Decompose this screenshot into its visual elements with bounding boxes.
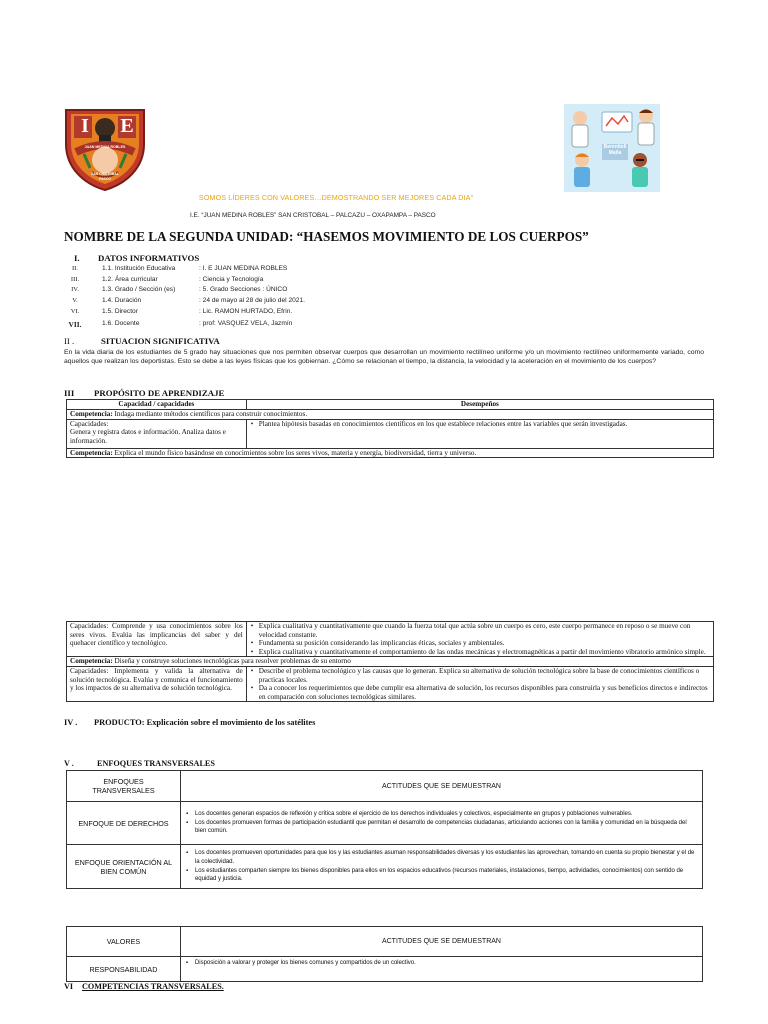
section-number: II . <box>64 336 75 346</box>
column-header: Capacidad / capacidades <box>67 400 247 410</box>
section-datos-heading <box>74 253 199 263</box>
row-value: : 5. Grado Secciones : ÚNICO <box>199 286 288 293</box>
section-number: I. <box>74 253 80 263</box>
competencia-label: Competencia: <box>70 448 113 457</box>
desempeno-item: • Explica cualitativa y cuantitativamente que cuando la fuerza total que actúa sobre un cuerpo es cero, este cuerpo permanece en reposo o se mueve con velocidad constante. <box>250 622 710 639</box>
section-number: V . <box>64 759 74 768</box>
competencia-label: Competencia: <box>70 410 113 418</box>
competencia-row <box>67 410 714 420</box>
row-number: IV. <box>71 286 79 293</box>
table-row <box>67 845 703 889</box>
row-label: 1.1. Institución Educativa <box>102 265 176 272</box>
unit-title: NOMBRE DE LA SEGUNDA UNIDAD: “HASEMOS MOVIMIENTO DE LOS CUERPOS” <box>64 229 589 244</box>
proposito-table-continued <box>66 621 714 702</box>
column-header: Desempeños <box>246 400 713 410</box>
logo-letter-e: E <box>120 115 134 137</box>
school-address-line: I.E. “JUAN MEDINA ROBLES” SAN CRISTOBAL – PALCAZU – OXAPAMPA – PASCO <box>190 212 436 219</box>
competencia-text: Diseña y construye soluciones tecnológicas para resolver problemas de su entorno <box>114 657 351 666</box>
section-title: DATOS INFORMATIVOS <box>98 253 200 263</box>
producto-text: PRODUCTO: Explicación sobre el movimiento de los satélites <box>94 718 316 727</box>
valor-name: RESPONSABILIDAD <box>67 957 181 982</box>
row-value: : Lic. RAMON HURTADO, Efrin. <box>199 308 293 315</box>
column-header: ACTITUDES QUE SE DEMUESTRAN <box>180 927 702 957</box>
valores-table <box>66 926 703 982</box>
row-label: 1.5. Director <box>102 308 138 315</box>
competencia-row <box>67 657 714 667</box>
desempeno-item: • Plantea hipótesis basadas en conocimientos científicos en los que establece relaciones entre las variables que serán investigadas. <box>250 420 710 429</box>
section-situacion-heading <box>64 336 220 346</box>
actitud-item: ▪ Los estudiantes comparten siempre los bienes disponibles para ellos en los espacios educativos (recursos materiales, instalaciones, tiempo, actividades, conocimientos) con sentido de equidad y justicia. <box>185 867 698 884</box>
competencia-text: Explica el mundo físico basándose en conocimientos sobre los seres vivos, materia y energía, biodiversidad, tierra y universo. <box>114 448 477 457</box>
table-header-row <box>67 771 703 802</box>
desempeno-item: • Fundamenta su posición considerando las implicancias éticas, sociales y ambientales. <box>250 639 710 648</box>
desempeno-item: • Describe el problema tecnológico y las causas que lo generan. Explica su alternativa de solución tecnológica sobre la base de conocimientos científicos o practicas locales. <box>250 667 710 684</box>
actitud-item: ▪ Disposición a valorar y proteger los bienes comunes y compartidos de un colectivo. <box>185 959 698 968</box>
proposito-table <box>66 399 714 458</box>
capacidades-text: Genera y registra datos e información. Analiza datos e información. <box>70 428 226 445</box>
capacidades-text: Capacidades: Comprende y usa conocimientos sobre los seres vivos. Evalúa las implicancias del saber y del quehacer científico y tecnológico. <box>67 622 247 657</box>
column-header: ENFOQUES TRANSVERSALES <box>67 771 181 802</box>
row-number: VII. <box>68 320 82 329</box>
table-row <box>67 622 714 657</box>
logo-subtext-2: PASCO <box>99 177 111 181</box>
section-title: ENFOQUES TRANSVERSALES <box>97 759 215 768</box>
row-number: III. <box>70 276 80 283</box>
section-title: COMPETENCIAS TRANSVERSALES. <box>82 982 224 991</box>
table-row <box>67 419 714 448</box>
situacion-text: En la vida diaria de los estudiantes de 5 grado hay situaciones que nos permiten observar cuerpos que desarrollan un movimiento rectilíneo uniforme y/o un movimiento rectilíneo uniformemente variado, como aquellos que realizan los deportistas. Esto se debe a las leyes físicas que los gobiernan. ¿Cómo se relacionan el tiempo, la distancia, la velocidad y la aceleración en el movimiento de los cuerpos? <box>64 349 704 366</box>
row-number: V. <box>72 297 78 304</box>
row-value: : 24 de mayo al 28 de julio del 2021. <box>199 297 305 304</box>
actitud-item: ▪ Los docentes promueven formas de participación estudiantil que permitan el desarrollo de competencias ciudadanas, articulando acciones con la familia y comunidad en la búsqueda del bien común. <box>185 819 698 836</box>
section-proposito-heading <box>64 388 224 398</box>
logo-text: JUAN MEDINA ROBLES <box>84 145 126 149</box>
row-number: II. <box>71 265 79 272</box>
section-number: VI <box>64 982 74 991</box>
competencia-text: Indaga mediante métodos científicos para construir conocimientos. <box>114 410 308 418</box>
science-illustration <box>564 104 660 192</box>
desempeno-item: • Da a conocer los requerimientos que debe cumplir esa alternativa de solución, los recursos disponibles para construirla y sus beneficios directos e indirectos en comparación con soluciones tecnológicas similares. <box>250 684 710 701</box>
column-header: ACTITUDES QUE SE DEMUESTRAN <box>180 771 702 802</box>
actitud-item: ▪ Los docentes promueven oportunidades para que los y las estudiantes asuman responsabilidades diversas y los estudiantes las aprovechan, tomando en cuenta su propio bienestar y el de la colectividad. <box>185 849 698 866</box>
table-header-row <box>67 400 714 410</box>
table-row <box>67 666 714 701</box>
table-row <box>67 957 703 982</box>
table-header-row <box>67 927 703 957</box>
row-label: 1.4. Duración <box>102 297 142 304</box>
enfoques-table <box>66 770 703 889</box>
desempeno-item: • Explica cualitativa y cuantitativamente el comportamiento de las ondas mecánicas y electromagnéticas a partir del movimiento vibratorio armónico simple. <box>250 648 710 657</box>
table-row <box>67 802 703 845</box>
row-number: VI. <box>70 308 80 315</box>
row-label: 1.2. Área curricular <box>102 276 158 283</box>
column-header: VALORES <box>67 927 181 957</box>
section-enfoques-heading <box>64 759 215 768</box>
row-label: 1.6. Docente <box>102 320 140 327</box>
school-logo <box>62 104 148 192</box>
section-title: SITUACION SIGNIFICATIVA <box>101 336 220 346</box>
section-title: PROPÓSITO DE APRENDIZAJE <box>94 388 225 398</box>
row-label: 1.3. Grado / Sección (es) <box>102 286 176 293</box>
section-competencias-heading <box>64 982 224 991</box>
capacidades-text: Capacidades: Implementa y valida la alternativa de solución tecnológica. Evalúa y comunica el funcionamiento y los impactos de su alternativa de solución tecnológica. <box>67 666 247 701</box>
enfoque-name: ENFOQUE DE DERECHOS <box>67 802 181 845</box>
logo-subtext: SAN CRISTOBAL <box>91 172 119 176</box>
section-producto-heading <box>64 718 315 727</box>
row-value: : Ciencia y Tecnología <box>199 276 264 283</box>
competencia-row <box>67 448 714 458</box>
illustration-caption: Bereniteli Malla <box>603 144 627 156</box>
capacidades-label: Capacidades: <box>70 419 109 428</box>
motto: SOMOS LÍDERES CON VALORES…DEMOSTRANDO SER MEJORES CADA DIA” <box>198 193 474 202</box>
actitud-item: ▪ Los docentes generan espacios de reflexión y crítica sobre el ejercicio de los derechos individuales y colectivos, especialmente en grupos y poblaciones vulnerables. <box>185 810 698 819</box>
logo-letter-i: I <box>81 115 89 137</box>
enfoque-name: ENFOQUE ORIENTACIÓN AL BIEN COMÚN <box>67 845 181 889</box>
row-value: : I. E JUAN MEDINA ROBLES <box>199 265 288 272</box>
competencia-label: Competencia: <box>70 657 113 666</box>
section-number: III <box>64 388 75 398</box>
row-value: : prof: VASQUEZ VELA, Jazmín <box>199 320 293 327</box>
section-number: IV . <box>64 718 78 727</box>
